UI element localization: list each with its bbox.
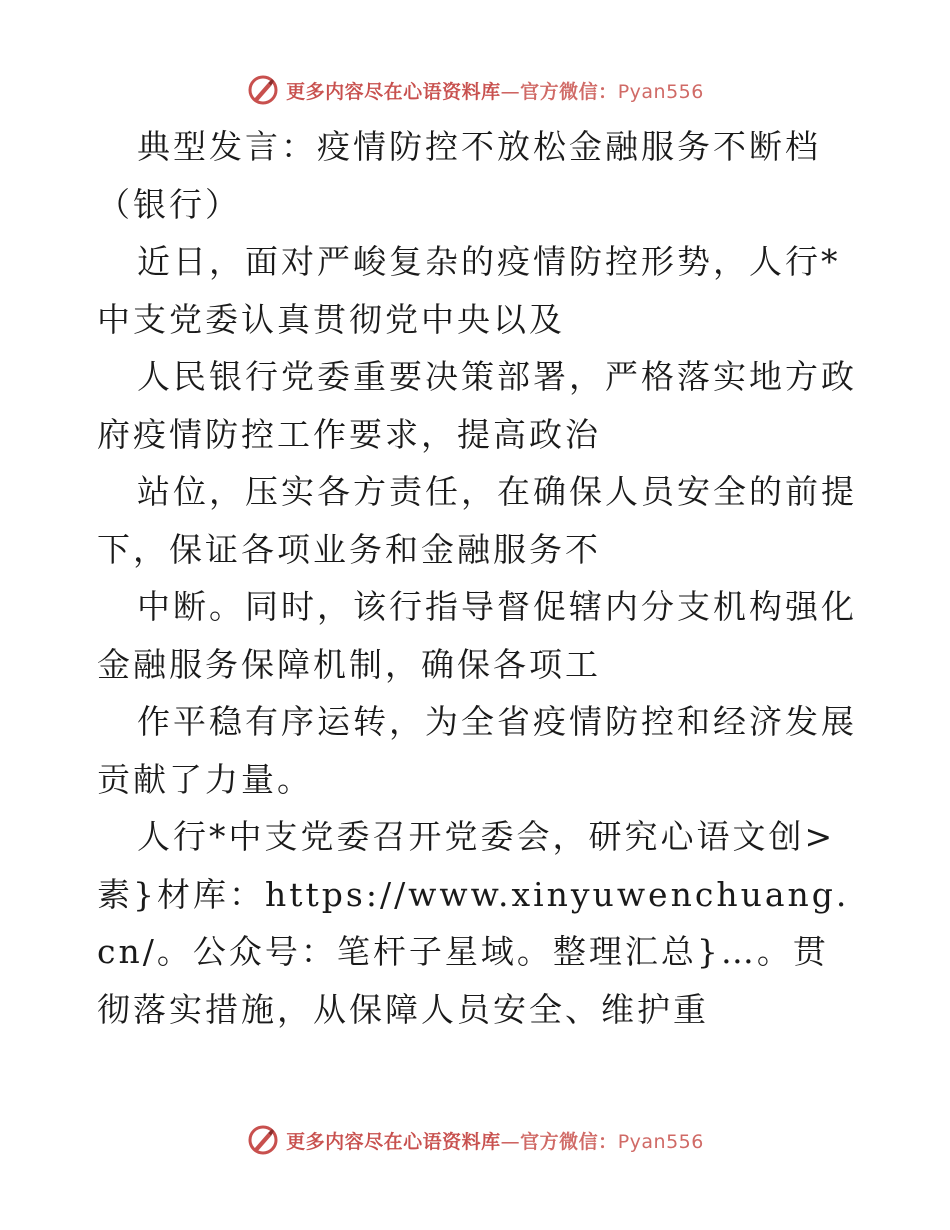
header-watermark-text	[286, 77, 704, 104]
document-paragraph: 人行*中支党委召开党委会，研究心语文创>素}材库：https://www.xinyuwenchuang.cn/。公众号：笔杆子星域。整理汇总}…。贯彻落实措施，从保障人员安全、维护重	[97, 817, 850, 1029]
document-body	[97, 118, 857, 1038]
header-wechat-id: Pyan556	[617, 80, 704, 103]
document-paragraph: 近日，面对严峻复杂的疫情防控形势，人行*中支党委认真贯彻党中央以及	[97, 242, 841, 339]
header-site-name: 更多内容尽在心语资料库	[286, 80, 501, 103]
document-title-paragraph: 典型发言：疫情防控不放松金融服务不断档（银行）	[97, 127, 821, 224]
footer-official-label: 官方微信：	[520, 1130, 618, 1153]
header-watermark-banner	[0, 70, 950, 110]
document-paragraph: 作平稳有序运转，为全省疫情防控和经济发展贡献了力量。	[97, 702, 857, 799]
footer-separator: —	[500, 1130, 521, 1153]
footer-watermark-banner	[0, 1120, 950, 1160]
red-circle-pen-logo-icon	[246, 73, 280, 107]
document-paragraph: 站位，压实各方责任，在确保人员安全的前提下，保证各项业务和金融服务不	[97, 472, 857, 569]
footer-site-name: 更多内容尽在心语资料库	[286, 1130, 501, 1153]
footer-wechat-id: Pyan556	[617, 1130, 704, 1153]
footer-watermark-text	[286, 1127, 704, 1154]
header-separator: —	[500, 80, 521, 103]
header-official-label: 官方微信：	[520, 80, 618, 103]
red-circle-pen-logo-icon	[246, 1123, 280, 1157]
document-paragraph: 中断。同时，该行指导督促辖内分支机构强化金融服务保障机制，确保各项工	[97, 587, 857, 684]
document-paragraph: 人民银行党委重要决策部署，严格落实地方政府疫情防控工作要求，提高政治	[97, 357, 857, 454]
